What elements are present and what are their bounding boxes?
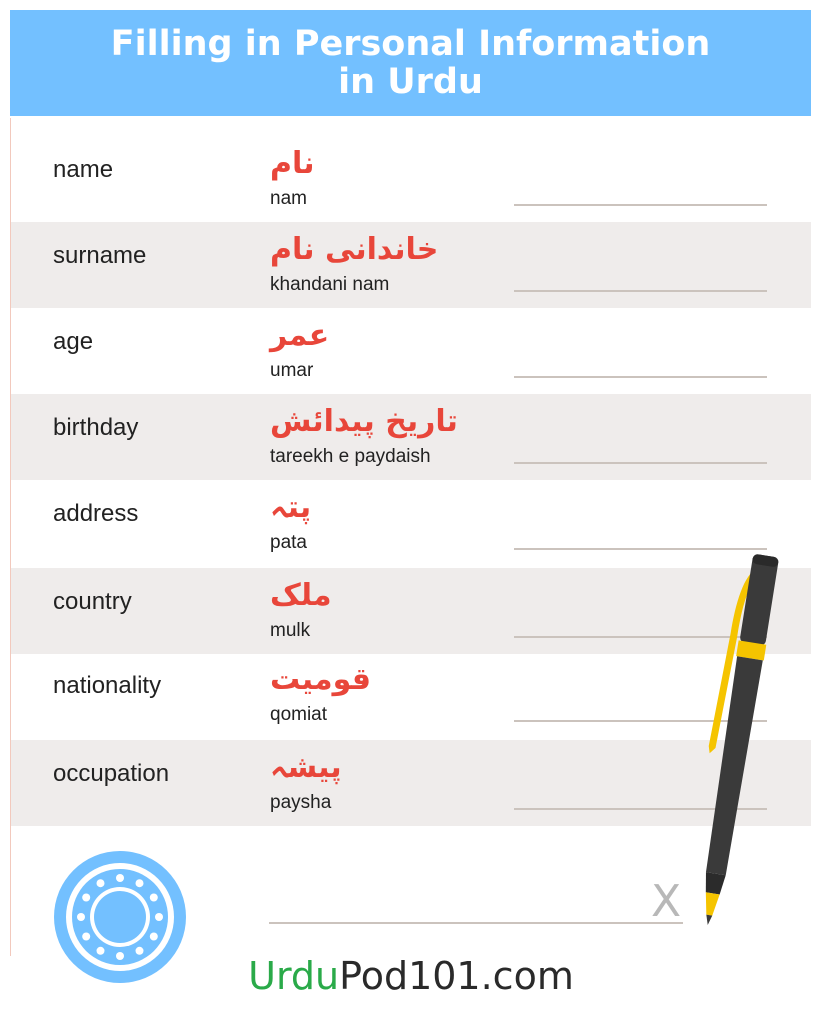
- brand-part1: Urdu: [248, 954, 340, 998]
- transliteration: tareekh e paydaish: [270, 446, 431, 467]
- urdu-word: ملک: [270, 578, 332, 613]
- entry-line: [514, 290, 767, 292]
- transliteration: umar: [270, 360, 314, 381]
- english-label: name: [53, 156, 114, 183]
- page-title-line1: Filling in Personal Information: [110, 24, 711, 64]
- brand-footer: [0, 954, 822, 998]
- urdu-word: خاندانی نام: [270, 232, 439, 267]
- transliteration: khandani nam: [270, 274, 390, 295]
- transliteration: qomiat: [270, 704, 328, 725]
- english-label: nationality: [53, 672, 162, 699]
- form-row-birthday: [11, 394, 811, 480]
- urdu-word: عمر: [270, 318, 330, 353]
- transliteration: nam: [270, 188, 307, 209]
- english-label: age: [53, 328, 94, 355]
- page-header: [10, 10, 811, 116]
- form-row-age: [11, 308, 811, 394]
- urdu-word: پیشہ: [270, 750, 342, 785]
- form-row-name: [11, 136, 811, 222]
- english-label: occupation: [53, 760, 170, 787]
- transliteration: mulk: [270, 620, 311, 641]
- signature-line: [269, 922, 683, 924]
- signature-x-mark: X: [651, 876, 682, 927]
- brand-part2: Pod101.com: [339, 954, 574, 998]
- page-title-line2: in Urdu: [338, 62, 483, 102]
- entry-line: [514, 376, 767, 378]
- english-label: birthday: [53, 414, 139, 441]
- urdu-word: پتہ: [270, 490, 312, 525]
- transliteration: pata: [270, 532, 307, 553]
- pen-icon: [690, 545, 780, 935]
- english-label: surname: [53, 242, 147, 269]
- urdu-word: قومیت: [270, 662, 372, 697]
- entry-line: [514, 462, 767, 464]
- form-row-surname: [11, 222, 811, 308]
- urdu-word: نام: [270, 146, 315, 181]
- english-label: country: [53, 588, 132, 615]
- english-label: address: [53, 500, 139, 527]
- entry-line: [514, 204, 767, 206]
- urdu-word: تاریخ پیدائش: [270, 404, 458, 439]
- transliteration: paysha: [270, 792, 332, 813]
